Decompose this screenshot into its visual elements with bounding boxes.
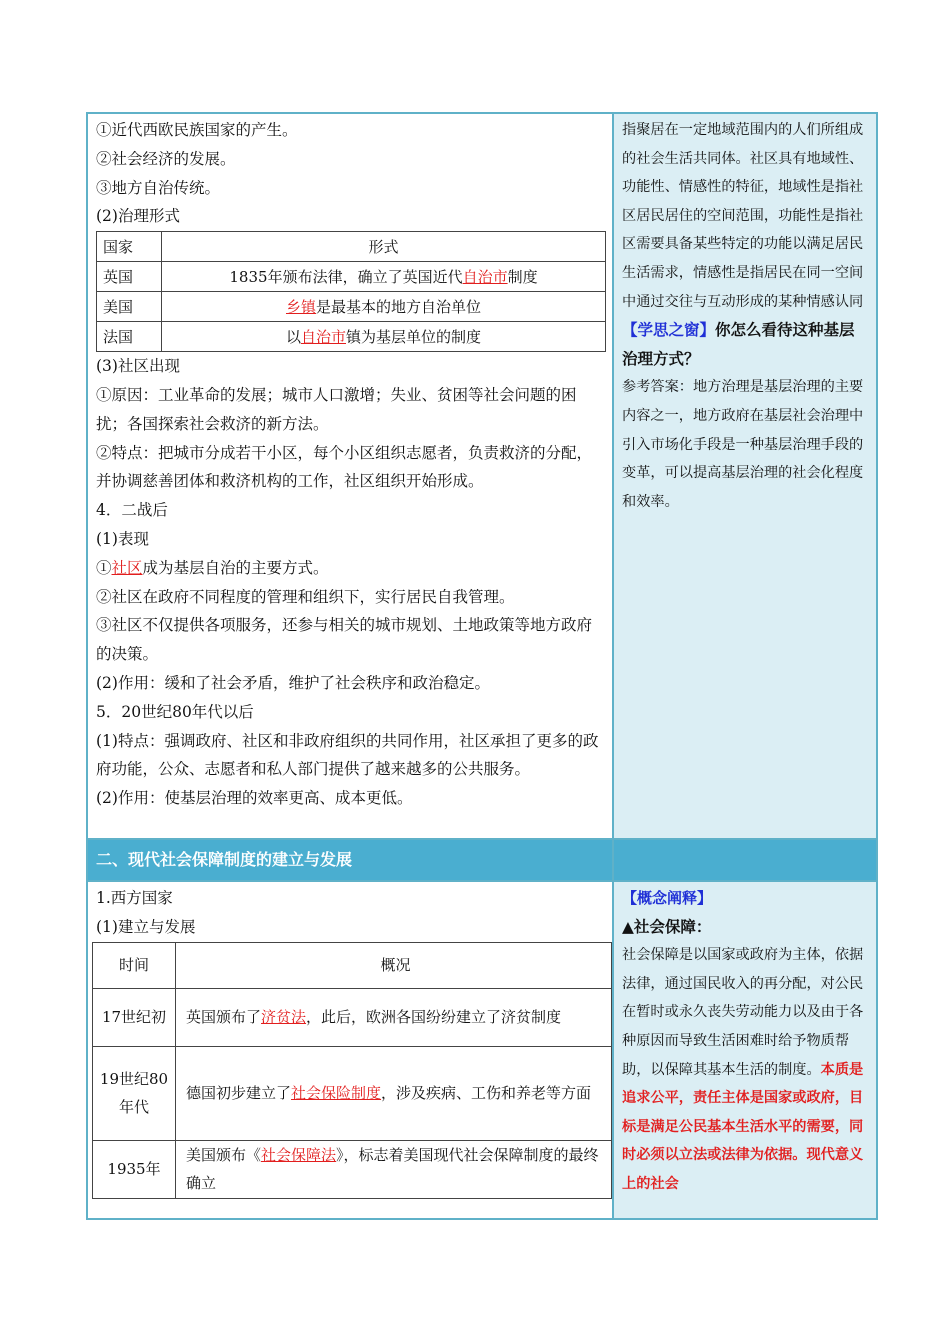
heading-text: 你怎么看待这种基层治理方式？ — [622, 321, 855, 368]
row-community — [88, 114, 876, 838]
cell-desc — [176, 1046, 612, 1140]
line: (1)特点：强调政府、社区和非政府组织的共同作用，社区承担了更多的政府功能，公众、志愿者和私人部门提供了越来越多的公共服务。 — [96, 731, 599, 779]
text: 1835年颁布法律，确立了英国近代 — [229, 268, 463, 287]
heading-bracket: 【学思之窗】 — [622, 321, 716, 340]
cell-form — [162, 292, 606, 322]
text: 制度 — [507, 268, 538, 287]
text: 是最基本的地方自治单位 — [316, 298, 482, 317]
text: 》，标志着美国现代社会保障制度的最终确立 — [186, 1146, 599, 1193]
line: 5．20世纪80年代以后 — [96, 702, 254, 721]
header-country: 国家 — [97, 232, 162, 262]
social-security-table — [92, 942, 612, 1199]
line: 1.西方国家 — [96, 889, 173, 907]
section-title: 二、现代社会保障制度的建立与发展 — [88, 840, 614, 880]
governance-form-table — [96, 231, 606, 352]
concept-heading: 【概念阐释】 — [622, 889, 713, 907]
keyword: 社会保障法 — [261, 1146, 337, 1165]
line: (3)社区出现 — [96, 357, 180, 376]
right-cell-notes — [614, 114, 876, 838]
text: 美国颁布《 — [186, 1146, 262, 1165]
keyword: 自治市 — [300, 328, 346, 347]
cell-country: 法国 — [97, 322, 162, 352]
concept-text — [622, 941, 868, 1198]
cell-country: 美国 — [97, 292, 162, 322]
cell-country: 英国 — [97, 262, 162, 292]
text: 成为基层自治的主要方式。 — [142, 558, 329, 577]
text: ① — [96, 558, 112, 577]
line: ②特点：把城市分成若干小区，每个小区组织志愿者，负责救济的分配，并协调慈善团体和救济机构的工作，社区组织开始形成。 — [96, 443, 593, 491]
line: ②社区在政府不同程度的管理和组织下，实行居民自我管理。 — [96, 587, 515, 606]
line: 4．二战后 — [96, 501, 168, 520]
text: ，涉及疾病、工伤和养老等方面 — [381, 1084, 592, 1103]
line — [96, 554, 604, 583]
line: (2)作用：缓和了社会矛盾，维护了社会秩序和政治稳定。 — [96, 673, 490, 692]
table-row — [97, 262, 606, 292]
line: ③社区不仅提供各项服务，还参与相关的城市规划、土地政策等地方政府的决策。 — [96, 616, 593, 664]
concept-subheading: ▲社会保障： — [622, 917, 712, 936]
answer-text: 参考答案：地方治理是基层治理的主要内容之一，地方政府在基层社会治理中引入市场化手段是一种基层治理手段的变革，可以提高基层治理的社会化程度和效率。 — [622, 379, 864, 510]
note-heading — [622, 316, 868, 373]
keyword: 自治市 — [462, 268, 508, 287]
line: ③地方自治传统。 — [96, 178, 221, 197]
line: ①原因：工业革命的发展；城市人口激增；失业、贫困等社会问题的困扰；各国探索社会救济的新方法。 — [96, 385, 577, 433]
table-row — [93, 1046, 612, 1140]
note-text: 指聚居在一定地域范围内的人们所组成的社会生活共同体。社区具有地域性、功能性、情感性的特征，地域性是指社区居民居住的空间范围，功能性是指社区需要具备某些特定的功能以满足居民生活需求，情感性是指居民在同一空间中通过交往与互动形成的某种情感认同 — [622, 122, 864, 310]
line: ②社会经济的发展。 — [96, 149, 236, 168]
line: (1)建立与发展 — [96, 917, 196, 936]
table-row — [97, 322, 606, 352]
text: 镇为基层单位的制度 — [346, 328, 482, 347]
header-form: 形式 — [162, 232, 606, 262]
left-cell-social-security — [88, 882, 614, 1218]
cell-form — [162, 322, 606, 352]
keyword: 社会保险制度 — [291, 1084, 382, 1103]
text: 以 — [285, 328, 301, 347]
right-cell-concept — [614, 882, 876, 1218]
cell-time: 1935年 — [93, 1140, 176, 1198]
section-header — [88, 838, 876, 882]
text: 社会保障是以国家或政府为主体，依据法律，通过国民收入的再分配，对公民在暂时或永久丧失劳动能力以及由于各种原因而导致生活困难时给予物质帮助，以保障其基本生活的制度。 — [622, 947, 864, 1078]
line: ①近代西欧民族国家的产生。 — [96, 121, 298, 139]
table-row — [93, 1140, 612, 1198]
row-social-security — [88, 882, 876, 1218]
table-row — [97, 232, 606, 262]
cell-time: 17世纪初 — [93, 988, 176, 1046]
table-row — [93, 942, 612, 988]
text: 德国初步建立了 — [186, 1084, 292, 1103]
text: 英国颁布了 — [186, 1008, 262, 1027]
cell-desc — [176, 1140, 612, 1198]
keyword: 济贫法 — [261, 1008, 307, 1027]
cell-time: 19世纪80年代 — [93, 1046, 176, 1140]
line: (2)治理形式 — [96, 207, 180, 226]
header-time: 时间 — [93, 942, 176, 988]
keyword: 社区 — [111, 558, 143, 577]
header-desc: 概况 — [176, 942, 612, 988]
left-cell-community — [88, 114, 614, 838]
line: (1)表现 — [96, 529, 149, 548]
cell-form — [162, 262, 606, 292]
line: (2)作用：使基层治理的效率更高、成本更低。 — [96, 789, 413, 808]
text: ，此后，欧洲各国纷纷建立了济贫制度 — [306, 1008, 562, 1027]
emphasis-text: 本质是追求公平，责任主体是国家或政府，目标是满足公民基本生活水平的需要，同时必须以立法或法律为依据。现代意义上的社会 — [622, 1061, 864, 1192]
cell-desc — [176, 988, 612, 1046]
table-row — [93, 988, 612, 1046]
section-header-right — [614, 840, 876, 880]
content-table — [86, 112, 878, 1220]
table-row — [97, 292, 606, 322]
keyword: 乡镇 — [285, 298, 316, 317]
